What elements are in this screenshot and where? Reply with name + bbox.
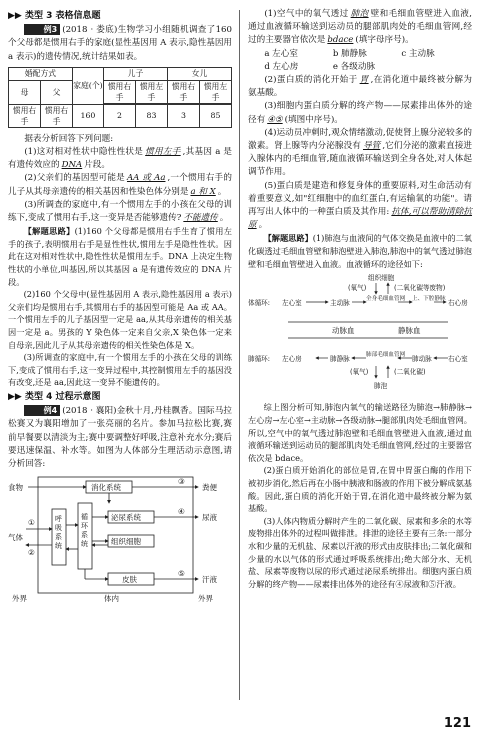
question-text: 惯用右手的儿子从其母亲遗传的相关基因和性染色体分别是 bbox=[8, 173, 232, 197]
table-header-left-hand: 惯用左手 bbox=[199, 80, 231, 103]
example-3-line: (2018 · 娄底)生物学习小组随机调查了 bbox=[62, 25, 216, 36]
analysis-paragraph: 综上图分析可知,肺泡内氧气的输送路径为肺泡→肺静脉→左心房→左心室→主动脉→各级动脉→腿部肌肉处毛细血管网。所以,空气中的氧气透过肺泡壁和毛细血管壁进入血液,通过血液循环输送到运动员的腿部肌肉处毛细血管网,经过的主要器官依次是 bdace。 bbox=[248, 402, 472, 463]
options-row bbox=[248, 61, 472, 74]
answer: 抗体,可以帮助清除抗原 bbox=[248, 207, 473, 231]
question-1: (1)这对相对性状中隐性性状是 惯用左手 ,其基因 a 是有遗传效应的 DNA 片段。 bbox=[8, 147, 232, 171]
example-3-tag: 例3 bbox=[24, 24, 60, 35]
question-text: (5)蛋白质是建造和修复身体的重要原料,对生命活动有着重要意义,如"红细胞中的血红蛋白,有运输氧的功能"。请再写出人体中的一种蛋白质及其作用: bbox=[248, 180, 472, 218]
diagram-num-2: ② bbox=[28, 548, 35, 558]
question-text: ,它们分泌的激素直接进入腺体内的毛细血管,随血液循环输送到全身各处,对人体起调节作用。 bbox=[248, 141, 472, 178]
answer: DNA bbox=[61, 160, 83, 171]
analysis-paragraph: (1)160 个父母都是惯用右手生育了惯用左手的孩子,表明惯用右手是显性性状,惯用左手是隐性性状。因此在这对相对性状中,隐性性状是惯用左手。DNA 上决定生物性状的小单位,叫基因,所以其基因 a 是有遗传效应的 DNA 片段。 bbox=[8, 226, 232, 287]
options-row bbox=[248, 48, 472, 61]
option: b 肺静脉 bbox=[332, 48, 367, 59]
example-4-text: (2018 · 襄阳)金秋十月,丹桂飘香。国际马拉松赛又为襄阳增加了一张亮丽的名片。参加马拉松比赛,赛前早餐要以清淡为主;赛中要调整好呼吸,注意补充水分;赛后要迅速保温、补水等。如图为人体部分生理活动示意图,请分析回答: bbox=[8, 406, 232, 469]
question-text: (2)父亲们的基因型可能是 bbox=[24, 173, 125, 184]
flow-vena-cava: 上、下腔静脉 bbox=[412, 296, 446, 303]
table-header-son: 儿子 bbox=[103, 67, 167, 80]
flow-alveoli: 肺泡 bbox=[374, 382, 388, 391]
option: e 各级动脉 bbox=[332, 61, 376, 72]
flow-right-atrium: 右心房 bbox=[448, 299, 468, 308]
diagram-outside-left: 外界 bbox=[12, 594, 27, 604]
flow-pulmonary-vein: 肺静脉 bbox=[330, 355, 350, 364]
diagram-urinary: 泌尿系统 bbox=[111, 513, 141, 523]
right-question-2 bbox=[248, 74, 472, 100]
flow-lung-capillaries: 肺部毛细血管网 bbox=[366, 352, 406, 359]
table-header-left-hand: 惯用左手 bbox=[135, 80, 167, 103]
example-3-line: 示,隐性基因用 a 表示)的遗传情况,统计结果如表。 bbox=[8, 38, 233, 62]
table-cell: 3 bbox=[167, 104, 199, 127]
table-header-family: 家庭(个) bbox=[72, 67, 103, 104]
physiology-diagram bbox=[8, 475, 232, 608]
question-text: 其基因 a 是有遗传效应的 bbox=[8, 147, 232, 171]
table-cell: 2 bbox=[103, 104, 135, 127]
flow-arterial: 动脉血 bbox=[332, 326, 355, 336]
option: a 左心室 bbox=[264, 48, 298, 59]
analysis-tag: 【解题思路】 bbox=[263, 233, 313, 244]
analysis-paragraph: (3)所调查的家庭中,有一个惯用左手的小孩在父母的训练下,变成了惯用右手,这一变异过程中,其控制惯用左手的基因没有改变,还是 aa,因此这一变异不能遗传的。 bbox=[8, 352, 232, 388]
table-row bbox=[9, 104, 232, 127]
table-cell: 惯用右手 bbox=[40, 104, 72, 127]
circulation-diagram-svg bbox=[248, 274, 472, 392]
right-question-3 bbox=[248, 100, 472, 126]
right-column bbox=[248, 8, 472, 590]
question-text: 壁和毛细血管壁进入血液,通过血液循环输送到运动员的腿部肌肉处的毛细血管网,经过的主要器官依次是 bbox=[248, 9, 472, 46]
flow-co2-b: (二氧化碳) bbox=[394, 368, 426, 377]
circulation-diagram bbox=[248, 274, 472, 397]
diagram-sweat: 汗液 bbox=[202, 575, 217, 585]
section-4-label: ▶▶ 类型 4 bbox=[8, 391, 53, 402]
option: c 主动脉 bbox=[401, 48, 435, 59]
table-header-father: 父 bbox=[40, 80, 72, 104]
analysis-tag: 【解题思路】 bbox=[23, 226, 75, 237]
flow-oxygen: (氧气) bbox=[348, 284, 367, 293]
section-4-heading bbox=[8, 391, 232, 404]
diagram-digestive: 消化系统 bbox=[91, 483, 121, 493]
flow-capillaries: 全身毛细血管网 bbox=[366, 296, 406, 303]
table-header-right-hand: 惯用右手 bbox=[103, 80, 135, 103]
option: d 左心房 bbox=[264, 61, 299, 72]
question-text: (3)所调查的家庭中,有一个惯用左手的小孩在父母的训练下,变成了惯用右手,这一变异是否能够遗传? bbox=[8, 199, 232, 224]
table-header-daughter: 女儿 bbox=[167, 67, 231, 80]
analysis-paragraph: (3)人体内物质分解时产生的二氧化碳、尿素和多余的水等废物排出体外的过程叫做排泄。排泄的途径主要有三条:一部分水和少量的无机盐、尿素以汗液的形式由皮肤排出;二氧化碳和少量的水以气体的形式通过呼吸系统排出;绝大部分水、无机盐、尿素等废物以尿的形式通过泌尿系统排出。细胞内蛋白质分解的终产物——尿素排出体外的途径有④尿液和⑤汗液。 bbox=[248, 515, 472, 589]
right-question-4 bbox=[248, 127, 472, 180]
diagram-num-3: ③ bbox=[178, 477, 185, 487]
answer: bdace bbox=[327, 35, 354, 46]
diagram-skin: 皮肤 bbox=[122, 575, 137, 585]
analysis-paragraph: (1)肺泡与血液间的气体交换是血液中的二氧化碳透过毛细血管壁和肺泡壁进入肺泡,肺泡中的氧气透过肺泡壁和毛细血管壁进入血液。血液循环的途径如下: bbox=[248, 233, 472, 269]
physiology-diagram-svg bbox=[8, 475, 232, 603]
question-text: (1)这对相对性状中隐性性状是 bbox=[24, 147, 144, 158]
analysis-paragraph: (2)蛋白质开始消化的部位是胃,在胃中胃蛋白酶的作用下被初步消化,然后再在小肠中胰液和肠液的作用下被分解成氨基酸。因此,蛋白质的消化开始于胃,在消化道中最终被分解为氨基酸。 bbox=[248, 465, 472, 514]
question-3: (3)所调查的家庭中,有一个惯用左手的小孩在父母的训练下,变成了惯用右手,这一变异是否能够遗传? 不能遗传 。 bbox=[8, 199, 232, 224]
question-text: 片段。 bbox=[84, 160, 110, 171]
example-4-tag: 例4 bbox=[24, 405, 60, 416]
flow-tissue: 组织细胞 bbox=[368, 274, 395, 283]
diagram-tissue: 组织细胞 bbox=[111, 537, 141, 547]
diagram-feces: 粪便 bbox=[202, 483, 217, 493]
table-header-marriage: 婚配方式 bbox=[9, 67, 73, 80]
table-cell: 85 bbox=[199, 104, 231, 127]
answer: 惯用左手 bbox=[145, 147, 181, 158]
section-3-title: 表格信息题 bbox=[55, 11, 101, 21]
question-text: (填字母序号)。 bbox=[355, 35, 414, 46]
example-3-line: 160 个父母都是惯用右手的家庭(显性基因用 A 表 bbox=[8, 25, 232, 49]
flow-oxygen-b: (氧气) bbox=[350, 368, 369, 377]
answer: a 和 X bbox=[190, 186, 216, 197]
answer: 不能遗传 bbox=[183, 213, 218, 224]
column-divider bbox=[239, 10, 240, 700]
page-number: 121 bbox=[443, 716, 471, 731]
flow-co2: (二氧化碳等废物) bbox=[394, 284, 446, 293]
section-4-title: 过程示意图 bbox=[55, 391, 101, 402]
right-analysis-bottom bbox=[248, 401, 472, 590]
analysis-paragraph: (2)160 个父母中(显性基因用 A 表示,隐性基因用 a 表示)父亲们均是惯用右手,其惯用右手的基因型可能是 Aa 或 AA。一个惯用左手的儿子基因型一定是 aa,从其母亲遗传的相关基因一定是 a。男孩的 Y 染色体一定来自父亲,X 染色体一定来自母亲,因此儿子从其母亲遗传的相关性染色体是 X。 bbox=[8, 289, 232, 350]
example-4-stem bbox=[8, 405, 232, 471]
left-column bbox=[8, 8, 232, 612]
flow-venous: 静脉血 bbox=[398, 326, 421, 336]
flow-pulmonary-artery: 肺动脉 bbox=[412, 355, 432, 364]
analysis-block bbox=[8, 225, 232, 389]
table-header-mother: 母 bbox=[9, 80, 41, 104]
right-analysis-block bbox=[248, 232, 472, 270]
diagram-body: 体内 bbox=[104, 594, 119, 604]
answer: 肺泡 bbox=[350, 9, 369, 19]
flow-aorta: 主动脉 bbox=[330, 299, 350, 308]
answer: 导管 bbox=[362, 141, 381, 152]
flow-body-loop: 体循环: bbox=[248, 299, 271, 308]
flow-left-atrium: 左心房 bbox=[282, 355, 302, 364]
question-text: (2)蛋白质的消化开始于 bbox=[264, 75, 358, 86]
question-text: (1)空气中的氧气透过 bbox=[264, 9, 349, 19]
example-3-stem bbox=[8, 24, 232, 64]
section-3-heading bbox=[8, 10, 232, 23]
flow-lung-loop: 肺循环: bbox=[248, 355, 271, 364]
table-cell: 83 bbox=[135, 104, 167, 127]
diagram-urine: 尿液 bbox=[202, 513, 217, 523]
diagram-food: 食物 bbox=[8, 483, 23, 493]
table-header-right-hand: 惯用右手 bbox=[167, 80, 199, 103]
flow-left-ventricle: 左心室 bbox=[282, 299, 302, 308]
diagram-num-1: ① bbox=[28, 518, 35, 528]
right-question-1 bbox=[248, 8, 472, 48]
question-text: (填图中序号)。 bbox=[284, 114, 343, 125]
diagram-gas: 气体 bbox=[8, 533, 23, 543]
flow-right-ventricle: 右心室 bbox=[448, 355, 468, 364]
diagram-num-4: ④ bbox=[178, 507, 185, 517]
table-cell: 160 bbox=[72, 104, 103, 127]
diagram-num-5: ⑤ bbox=[178, 569, 185, 579]
question-2: (2)父亲们的基因型可能是 AA 或 Aa ,一个惯用右手的儿子从其母亲遗传的相关基因和性染色体分别是 a 和 X 。 bbox=[8, 173, 232, 197]
question-intro: 据表分析回答下列问题: bbox=[24, 133, 114, 144]
question-text: (4)运动员冲刺时,观众情绪激动,促使肾上腺分泌较多的激素。肾上腺等内分泌腺没有 bbox=[248, 127, 472, 152]
answer: AA 或 Aa bbox=[126, 173, 166, 184]
genetics-table bbox=[8, 67, 232, 128]
right-question-5: (5)蛋白质是建造和修复身体的重要原料,对生命活动有着重要意义,如"红细胞中的血红蛋白,有运输氧的功能"。请再写出人体中的一种蛋白质及其作用: 抗体,可以帮助清除抗原 。 bbox=[248, 180, 473, 231]
diagram-outside-right: 外界 bbox=[198, 594, 213, 604]
section-3-label: ▶▶ 类型 3 bbox=[8, 11, 53, 21]
diagram-respiratory: 呼吸系统 bbox=[55, 515, 62, 551]
answer: 胃 bbox=[359, 75, 369, 86]
question-text: ,在消化道中最终被分解为氨基酸。 bbox=[248, 75, 472, 99]
diagram-circulatory: 循环系统 bbox=[81, 513, 88, 549]
table-cell: 惯用右手 bbox=[9, 104, 41, 127]
question-text: (3)细胞内蛋白质分解的终产物——尿素排出体外的途径有 bbox=[248, 101, 472, 125]
answer: ④⑤ bbox=[267, 114, 283, 125]
